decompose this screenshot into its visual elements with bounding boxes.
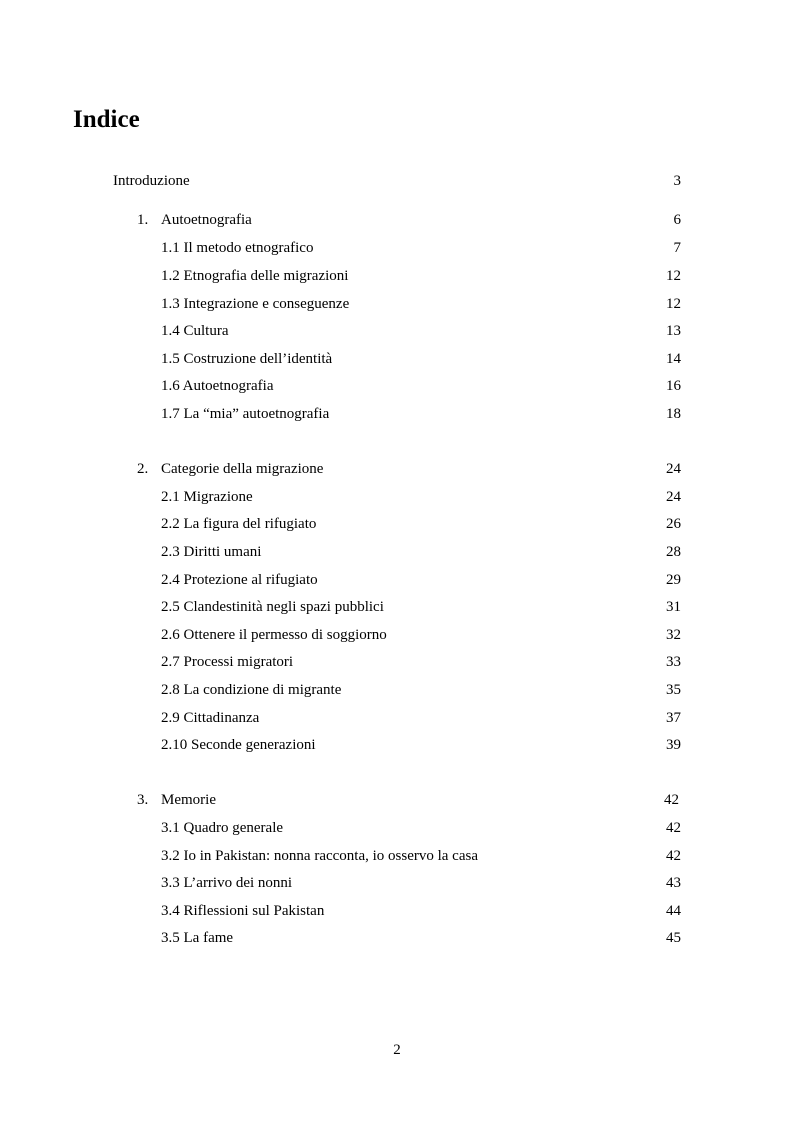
toc-page-introduction: 3 bbox=[673, 173, 681, 189]
toc-page-section-2-4: 29 bbox=[666, 572, 681, 588]
toc-page-section-1-4: 13 bbox=[666, 323, 681, 339]
toc-page-section-1-2: 12 bbox=[666, 268, 681, 284]
toc-page-chapter-3: 42 bbox=[664, 792, 679, 808]
chapter-number: 2. bbox=[137, 461, 149, 477]
toc-page-section-2-8: 35 bbox=[666, 682, 681, 698]
toc-section-2-10[interactable]: 2.10 Seconde generazioni bbox=[161, 737, 316, 753]
toc-section-2-2[interactable]: 2.2 La figura del rifugiato bbox=[161, 516, 317, 532]
chapter-number: 1. bbox=[137, 212, 149, 228]
toc-page-section-3-5: 45 bbox=[666, 930, 681, 946]
toc-section-3-3[interactable]: 3.3 L’arrivo dei nonni bbox=[161, 875, 293, 891]
toc-section-1-5[interactable]: 1.5 Costruzione dell’identità bbox=[161, 351, 333, 367]
toc-page-section-1-7: 18 bbox=[666, 406, 681, 422]
chapter-number: 3. bbox=[137, 792, 149, 808]
page-title: Indice bbox=[73, 106, 140, 133]
toc-page-section-2-1: 24 bbox=[666, 489, 681, 505]
toc-section-1-4[interactable]: 1.4 Cultura bbox=[161, 323, 229, 339]
toc-page-chapter-1: 6 bbox=[673, 212, 681, 228]
page-number: 2 bbox=[393, 1042, 401, 1058]
toc-page-section-1-6: 16 bbox=[666, 378, 681, 394]
toc-page-section-3-3: 43 bbox=[666, 875, 681, 891]
toc-page-section-1-3: 12 bbox=[666, 296, 681, 312]
toc-chapter-3[interactable] bbox=[137, 790, 216, 810]
toc-page-section-1-1: 7 bbox=[673, 240, 681, 256]
toc-chapter-1[interactable] bbox=[137, 210, 252, 230]
toc-section-2-1[interactable]: 2.1 Migrazione bbox=[161, 489, 253, 505]
toc-section-2-4[interactable]: 2.4 Protezione al rifugiato bbox=[161, 572, 318, 588]
toc-section-2-9[interactable]: 2.9 Cittadinanza bbox=[161, 710, 260, 726]
toc-section-2-6[interactable]: 2.6 Ottenere il permesso di soggiorno bbox=[161, 627, 387, 643]
toc-page-section-1-5: 14 bbox=[666, 351, 681, 367]
chapter-title: Memorie bbox=[161, 792, 216, 808]
toc-section-1-6[interactable]: 1.6 Autoetnografia bbox=[161, 378, 274, 394]
toc-section-3-5[interactable]: 3.5 La fame bbox=[161, 930, 234, 946]
toc-section-3-1[interactable]: 3.1 Quadro generale bbox=[161, 820, 284, 836]
toc-page-section-3-1: 42 bbox=[666, 820, 681, 836]
toc-page-section-2-9: 37 bbox=[666, 710, 681, 726]
toc-page-section-2-6: 32 bbox=[666, 627, 681, 643]
toc-section-2-8[interactable]: 2.8 La condizione di migrante bbox=[161, 682, 342, 698]
toc-section-1-1[interactable]: 1.1 Il metodo etnografico bbox=[161, 240, 314, 256]
toc-page-section-2-5: 31 bbox=[666, 599, 681, 615]
toc-section-2-5[interactable]: 2.5 Clandestinità negli spazi pubblici bbox=[161, 599, 384, 615]
toc-page-section-2-3: 28 bbox=[666, 544, 681, 560]
toc-section-2-7[interactable]: 2.7 Processi migratori bbox=[161, 654, 294, 670]
toc-page-section-3-2: 42 bbox=[666, 848, 681, 864]
toc-page-section-2-7: 33 bbox=[666, 654, 681, 670]
toc-section-3-2[interactable]: 3.2 Io in Pakistan: nonna racconta, io osservo la casa bbox=[161, 848, 478, 864]
chapter-title: Autoetnografia bbox=[161, 212, 252, 228]
chapter-title: Categorie della migrazione bbox=[161, 461, 324, 477]
toc-entry-introduction[interactable]: Introduzione bbox=[113, 173, 190, 189]
toc-chapter-2[interactable] bbox=[137, 459, 323, 479]
toc-section-1-3[interactable]: 1.3 Integrazione e conseguenze bbox=[161, 296, 350, 312]
toc-page-section-2-10: 39 bbox=[666, 737, 681, 753]
toc-page-section-3-4: 44 bbox=[666, 903, 681, 919]
toc-section-1-7[interactable]: 1.7 La “mia” autoetnografia bbox=[161, 406, 330, 422]
toc-page-section-2-2: 26 bbox=[666, 516, 681, 532]
toc-section-1-2[interactable]: 1.2 Etnografia delle migrazioni bbox=[161, 268, 349, 284]
toc-section-2-3[interactable]: 2.3 Diritti umani bbox=[161, 544, 262, 560]
toc-section-3-4[interactable]: 3.4 Riflessioni sul Pakistan bbox=[161, 903, 325, 919]
toc-page-chapter-2: 24 bbox=[666, 461, 681, 477]
